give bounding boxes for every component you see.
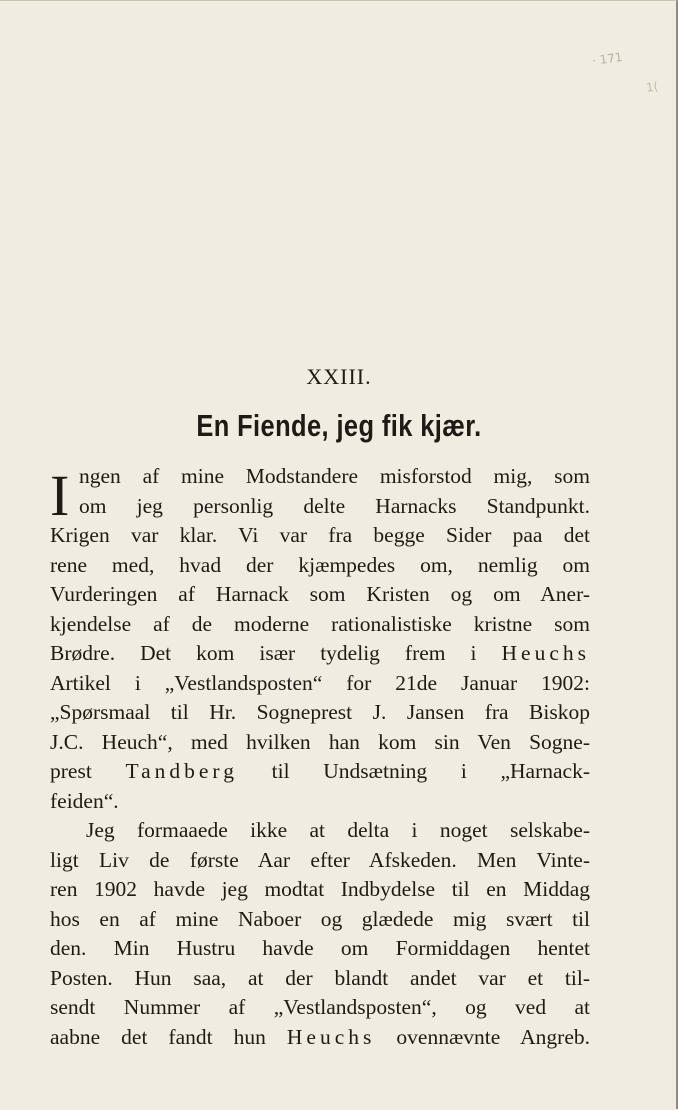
line-text: rene med, hvad der kjæmpedes om, nemlig om [50,552,590,577]
drop-cap: I [50,463,70,528]
line-text: ren 1902 havde jeg modtat Indbydelse til en Middag [50,877,590,901]
line-text: Vurderingen af Harnack som Kristen og om Aner- [50,582,590,606]
text-line [50,462,590,492]
line-text: hos en af mine Naboer og glædede mig svært til [50,906,590,931]
text-line [50,846,590,876]
line-text: ovennævnte Angreb. [375,1024,590,1049]
line-text: Krigen var klar. Vi var fra begge Sider paa det [50,523,590,547]
body-text [50,462,590,1052]
line-text: J.C. Heuch“, med hvilken han kom sin Ven Sogne- [50,729,590,754]
text-line [50,698,590,728]
text-line [50,551,590,581]
text-line [50,934,590,964]
line-text: feiden“. [50,788,119,813]
text-line [50,492,590,522]
text-line [50,521,590,551]
text-line [50,905,590,935]
chapter-title: En Fiende, jeg fik kjær. [196,408,482,443]
line-text: Artikel i „Vestlandsposten“ for 21de Januar 1902: [50,670,590,695]
pencil-mark: · 171 [591,49,624,69]
line-text: Posten. Hun saa, at der blandt andet var et til- [50,965,590,990]
line-text: prest [50,759,126,783]
line-text: den. Min Hustru havde om Formiddagen hentet [50,936,590,960]
emphasized-name: Tandberg [125,759,238,783]
text-line [50,1023,590,1053]
line-text: „Spørsmaal til Hr. Sogneprest J. Jansen fra Biskop [50,700,590,724]
text-line [50,816,590,846]
line-text: til Undsætning i „Harnack- [237,759,590,783]
line-text: kjendelse af de moderne rationalistiske kristne som [50,611,590,636]
line-text: om jeg personlig delte Harnacks Standpunkt. [79,493,590,518]
text-line [50,757,590,787]
line-text: Jeg formaaede ikke at delta i noget selskabe- [86,818,590,842]
text-line [50,610,590,640]
text-line [50,787,590,817]
pencil-mark-secondary: 1( [645,79,660,95]
text-line [50,993,590,1023]
chapter-number: XXIII. [306,364,372,389]
line-text: ngen af mine Modstandere misforstod mig, som [79,464,590,488]
line-text: Brødre. Det kom især tydelig frem i [50,641,502,665]
text-line [50,875,590,905]
line-text: ligt Liv de første Aar efter Afskeden. Men Vinte- [50,847,590,872]
text-line [50,669,590,699]
text-line [50,580,590,610]
emphasized-name: Heuchs [286,1024,376,1049]
line-text: aabne det fandt hun [50,1024,287,1049]
line-text: sendt Nummer af „Vestlandsposten“, og ved at [50,995,590,1019]
text-line [50,728,590,758]
text-line [50,964,590,994]
text-line [50,639,590,669]
emphasized-name: Heuchs [501,641,590,665]
